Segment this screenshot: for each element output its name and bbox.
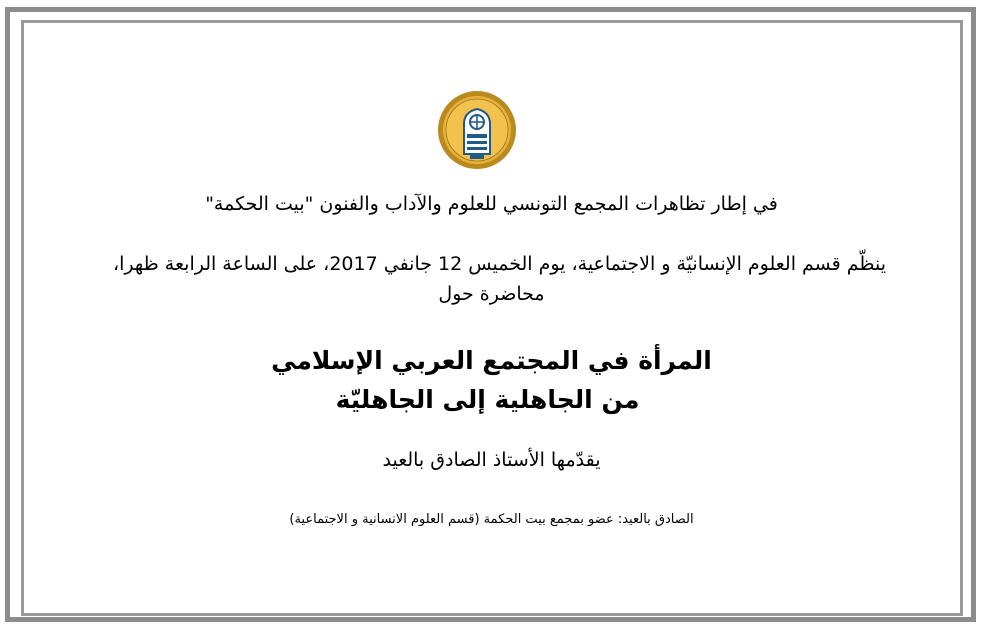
lecture-title-line-2: من الجاهلية إلى الجاهليّة	[335, 385, 640, 414]
topic-intro: محاضرة حول	[438, 283, 545, 305]
lecture-title-line-1: المرأة في المجتمع العربي الإسلامي	[271, 346, 712, 375]
presenter-footnote: الصادق بالعيد: عضو بمجمع بيت الحكمة (قسم العلوم الانسانية و الاجتماعية)	[289, 512, 694, 527]
beit-al-hikma-seal-icon	[437, 90, 517, 170]
framing-line: في إطار تظاهرات المجمع التونسي للعلوم والآداب والفنون "بيت الحكمة"	[205, 193, 778, 215]
presenter-line: يقدّمها الأستاذ الصادق بالعيد	[382, 449, 601, 471]
organizer-line: ينظّم قسم العلوم الإنسانيّة و الاجتماعية، يوم الخميس 12 جانفي 2017، على الساعة الرابعة ظهرا،	[112, 253, 887, 275]
